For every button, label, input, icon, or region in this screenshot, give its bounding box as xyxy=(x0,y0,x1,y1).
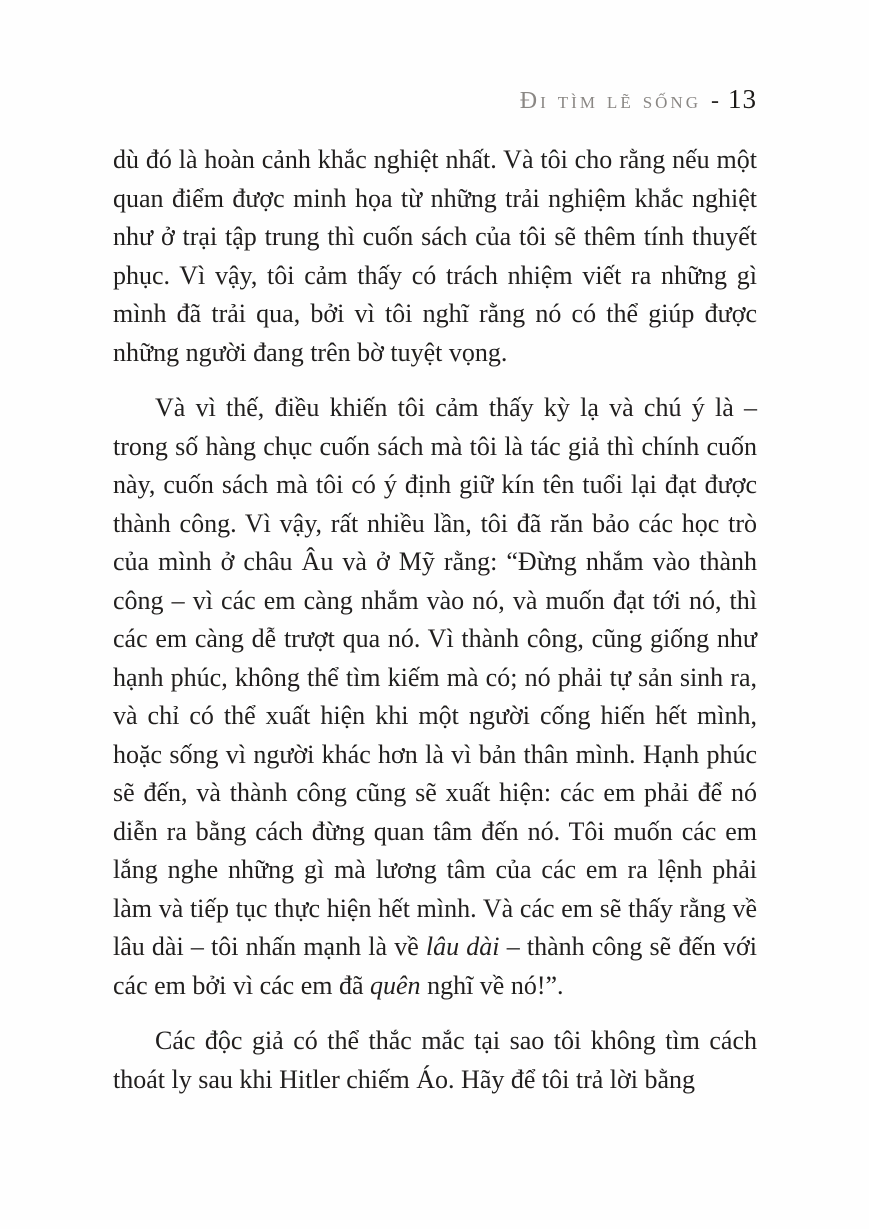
running-header xyxy=(113,84,757,115)
body-text xyxy=(113,141,757,1116)
paragraph: Các độc giả có thể thắc mắc tại sao tôi không tìm cách thoát ly sau khi Hitler chiếm Áo. Hãy để tôi trả lời bằng xyxy=(113,1026,757,1094)
paragraph: dù đó là hoàn cảnh khắc nghiệt nhất. Và tôi cho rằng nếu một quan điểm được minh họa từ những trải nghiệm khắc nghiệt như ở trại tập trung thì cuốn sách của tôi sẽ thêm tính thuyết phục. Vì vậy, tôi cảm thấy có trách nhiệm viết ra những gì mình đã trải qua, bởi vì tôi nghĩ rằng nó có thể giúp được những người đang trên bờ tuyệt vọng. xyxy=(113,145,757,367)
paragraph: Và vì thế, điều khiến tôi cảm thấy kỳ lạ và chú ý là – trong số hàng chục cuốn sách mà tôi là tác giả thì chính cuốn này, cuốn sách mà tôi có ý định giữ kín tên tuổi lại đạt được thành công. Vì vậy, rất nhiều lần, tôi đã răn bảo các học trò của mình ở châu Âu và ở Mỹ rằng: “Đừng nhắm vào thành công – vì các em càng nhắm vào nó, và muốn đạt tới nó, thì các em càng dễ trượt qua nó. Vì thành công, cũng giống như hạnh phúc, không thể tìm kiếm mà có; nó phải tự sản sinh ra, và chỉ có thể xuất hiện khi một người cống hiến hết mình, hoặc sống vì người khác hơn là vì bản thân mình. Hạnh phúc sẽ đến, và thành công cũng sẽ xuất hiện: các em phải để nó diễn ra bằng cách đừng quan tâm đến nó. Tôi muốn các em lắng nghe những gì mà lương tâm của các em ra lệnh phải làm và tiếp tục thực hiện hết mình. Và các em sẽ thấy rằng về lâu dài – tôi nhấn mạnh là về lâu dài – thành công sẽ đến với các em bởi vì các em đã quên nghĩ về nó!”. xyxy=(113,393,757,1000)
page-number: 13 xyxy=(728,84,757,114)
header-separator: - xyxy=(711,88,719,114)
running-title: Đi tìm lẽ sống xyxy=(519,88,701,114)
